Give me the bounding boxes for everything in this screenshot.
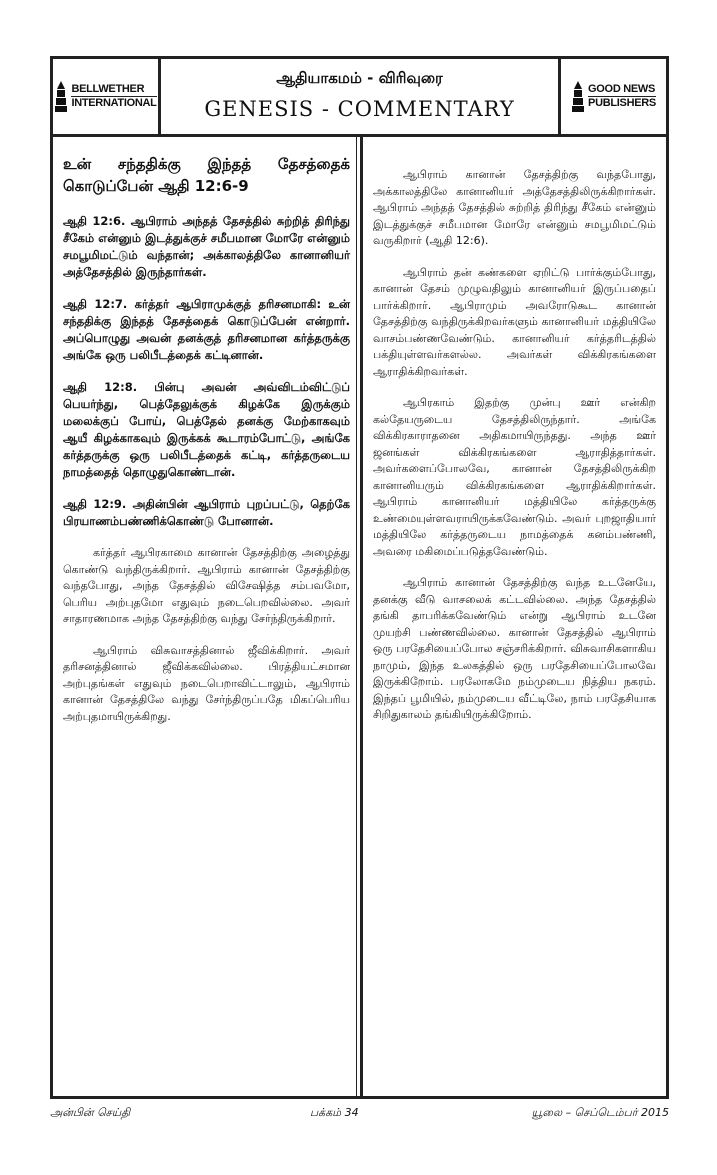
verse-12-7: ஆதி 12:7. கர்த்தர் ஆபிராமுக்குத் தரிசனமாகி: உன் சந்ததிக்கு இந்தத் தேசத்தைக் கொடுப்பேன் என்றார். அப்பொழுது அவன் தனக்குத் தரிசனமான கர்த்தருக்கு அங்கே ஒரு பலிபீடத்தைக் கட்டினான்.	[63, 297, 350, 362]
left-logo-line2: INTERNATIONAL	[71, 97, 157, 109]
left-logo-line1: BELLWETHER	[71, 83, 156, 97]
book-tower-icon	[54, 80, 68, 114]
page-frame	[50, 56, 669, 1099]
verse-12-6: ஆதி 12:6. ஆபிராம் அந்தத் தேசத்தில் சுற்றித் திரிந்து சீகேம் என்னும் இடத்துக்குச் சமீபமான மோரே என்னும் சமபூமிமட்டும் வந்தான்; அக்காலத்திலே கானானியர் அத்தேசத்தில் இருந்தார்கள்.	[63, 214, 350, 279]
right-logo-line2: PUBLISHERS	[588, 97, 656, 109]
title-english: GENESIS - COMMENTARY	[204, 97, 515, 121]
bellwether-logo	[53, 59, 161, 134]
right-logo-line1: GOOD NEWS	[588, 83, 656, 95]
footer-date: யூலை – செப்டெம்பர் 2015	[531, 1106, 669, 1119]
commentary-paragraph: ஆபிராம் கானான் தேசத்திற்கு வந்தபோது, அக்காலத்திலே கானானியர் அத்தேசத்திலிருக்கிறார்கள். ஆபிராம் அந்தத் தேசத்தில் சுற்றித் திரிந்து சீகேம் என்னும் இடத்துக்குச் சமீபமான மோரே என்னும் சமபூமிமட்டும் வருகிறார் (ஆதி 12:6).	[373, 168, 656, 247]
commentary-paragraph: ஆபிராம் விசுவாசத்தினால் ஜீவிக்கிறார். அவர் தரிசனத்தினால் ஜீவிக்கவில்லை. பிரத்தியட்சமான அற்புதங்கள் எதுவும் நடைபெறாவிட்டாலும், ஆபிராம் கானான் தேசத்திலே வந்து சேர்ந்திருப்பதே மிகப்பெரிய அற்புதமாயிருக்கிறது.	[63, 643, 350, 723]
page-header	[53, 59, 666, 137]
commentary-paragraph: ஆபிராம் கானான் தேசத்திற்கு வந்த உடனேயே, தனக்கு வீடு வாசலைக் கட்டவில்லை. அந்த தேசத்தில் தங்கி தாபரிக்கவேண்டும் என்று ஆபிராம் உடனே முயற்சி பண்ணவில்லை. கானான் தேசத்தில் ஆபிராம் ஒரு பரதேசியைப்போல சஞ்சரிக்கிறார். விசுவாசிகளாகிய நாமும், இந்த உலகத்தில் ஒரு பரதேசியைப்போலவே இருக்கிறோம். பரலோகமே நம்முடைய நித்திய நகரம். இந்தப் பூமியில், நம்முடைய வீட்டிலே, நாம் பரதேசியாக சிறிதுகாலம் தங்கியிருக்கிறோம்.	[373, 576, 656, 721]
commentary-paragraph: ஆபிரகாம் இதற்கு முன்பு ஊர் என்கிற கல்தேயருடைய தேசத்திலிருந்தார். அங்கே விக்கிரகாராதனை அதிகமாயிருந்தது. அந்த ஊர் ஜனங்கள் விக்கிரகங்களை ஆராதித்தார்கள். அவர்களைப்போலவே, கானான் தேசத்திலிருக்கிற கானானியரும் விக்கிரகங்களை ஆராதிக்கிறார்கள். ஆபிராம் கானானியர் மத்தியிலே கர்த்தருக்கு உண்மையுள்ளவராயிருக்கவேண்டும். அவர் புறஜாதியார் மத்தியிலே கர்த்தருடைய நாமத்தைக் கனம்பண்ணி, அவரை மகிமைப்படுத்தவேண்டும்.	[373, 396, 656, 558]
commentary-paragraph: ஆபிராம் தன் கண்களை ஏறிட்டு பார்க்கும்போது, கானான் தேசம் முழுவதிலும் கானானியர் இருப்பதைப் பார்க்கிறார். ஆபிராமும் அவரோடுகூட கானான் தேசத்திற்கு வந்திருக்கிறவர்களும் கானானியர் மத்தியிலே வாசம்பண்ணவேண்டும். கானானியர் கர்த்தரிடத்தில் பக்தியுள்ளவர்களல்ல. அவர்கள் விக்கிரகங்களை ஆராதிக்கிறவர்கள்.	[373, 265, 656, 378]
verse-12-8: ஆதி 12:8. பின்பு அவன் அவ்விடம்விட்டுப் பெயர்ந்து, பெத்தேலுக்குக் கிழக்கே இருக்கும் மலைக்குப் போய், பெத்தேல் தனக்கு மேற்காகவும் ஆயீ கிழக்காகவும் இருக்கக் கூடாரம்போட்டு, அங்கே கர்த்தருக்கு ஒரு பலிபீடத்தைக் கட்டி, கர்த்தருடைய நாமத்தைத் தொழுதுகொண்டான்.	[63, 380, 350, 479]
right-column	[363, 137, 666, 1096]
verse-12-9: ஆதி 12:9. அதின்பின் ஆபிராம் புறப்பட்டு, தெற்கே பிரயாணம்பண்ணிக்கொண்டு போனான்.	[63, 497, 350, 528]
footer-page-number: பக்கம் 34	[310, 1106, 359, 1119]
section-heading: உன் சந்ததிக்கு இந்தத் தேசத்தைக் கொடுப்பேன் ஆதி 12:6-9	[63, 155, 350, 195]
good-news-logo	[558, 59, 666, 134]
left-column	[53, 137, 360, 1096]
title-block	[161, 59, 558, 134]
book-tower-icon	[571, 80, 585, 114]
title-tamil: ஆதியாகமம் - விரிவுரை	[276, 69, 443, 87]
column-divider-line	[356, 137, 357, 1096]
page-footer	[0, 1106, 717, 1126]
commentary-paragraph: கர்த்தர் ஆபிரகாமை கானான் தேசத்திற்கு அழைத்து கொண்டு வந்திருக்கிறார். ஆபிராம் கானான் தேசத்திற்கு வந்தபோது, அந்த தேசத்தில் விசேஷித்த சம்பவமோ, பெரிய அற்புதமோ எதுவும் நடைபெறவில்லை. அவர் சாதாரணமாக அந்த தேசத்திற்கு வந்து சேர்ந்திருக்கிறார்.	[63, 546, 350, 625]
footer-magazine-name: அன்பின் செய்தி	[50, 1106, 131, 1119]
